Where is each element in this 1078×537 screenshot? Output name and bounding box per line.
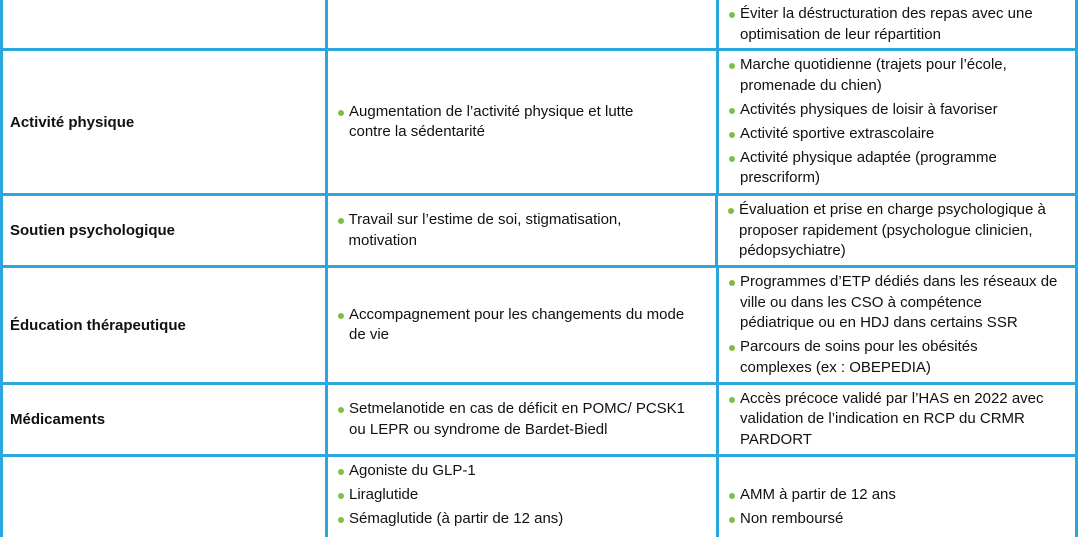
- objectives-cell: [328, 196, 718, 265]
- objectives-cell: [328, 51, 719, 193]
- row-label-cell: [3, 457, 328, 537]
- list-item: Activité sportive extrascolaire: [728, 124, 1050, 145]
- list-item: Agoniste du GLP-1: [337, 461, 563, 482]
- measures-cell: [719, 457, 1075, 537]
- objectives-cell: [328, 268, 719, 382]
- list-item: Parcours de soins pour les obésités complexes (ex : OBEPEDIA): [728, 337, 1030, 378]
- table-row: [0, 457, 1078, 537]
- table-row: [0, 385, 1078, 454]
- measures-list: [728, 272, 1060, 378]
- objectives-list: [337, 305, 689, 346]
- table-row: [0, 196, 1078, 265]
- row-label-cell: [3, 0, 328, 48]
- table-row: [0, 0, 1078, 48]
- list-item: Travail sur l’estime de soi, stigmatisation, motivation: [337, 210, 679, 251]
- measures-list: [728, 389, 1060, 451]
- measures-list: [728, 4, 1050, 45]
- measures-list: [728, 55, 1050, 189]
- objectives-list: [337, 399, 694, 440]
- measures-cell: [719, 385, 1075, 454]
- list-item: Setmelanotide en cas de déficit en POMC/ PCSK1 ou LEPR ou syndrome de Bardet-Biedl: [337, 399, 694, 440]
- row-label: Activité physique: [10, 113, 135, 131]
- list-item: Augmentation de l’activité physique et lutte contre la sédentarité: [337, 102, 679, 143]
- row-label-cell: [3, 385, 328, 454]
- measures-cell: [719, 51, 1075, 193]
- measures-list: [728, 485, 896, 530]
- list-item: Activités physiques de loisir à favoriser: [728, 100, 1050, 121]
- objectives-list: [337, 461, 563, 530]
- list-item: Accès précoce validé par l’HAS en 2022 avec validation de l’indication en RCP du CRMR PARDORT: [728, 389, 1060, 451]
- list-item: Non remboursé: [728, 509, 896, 530]
- objectives-list: [337, 210, 679, 251]
- list-item: Évaluation et prise en charge psychologique à proposer rapidement (psychologue clinicien, pédopsychiatre): [727, 200, 1069, 262]
- objectives-cell: [328, 385, 719, 454]
- list-item: Sémaglutide (à partir de 12 ans): [337, 509, 563, 530]
- list-item: Liraglutide: [337, 485, 563, 506]
- list-item: Activité physique adaptée (programme prescriform): [728, 148, 1050, 189]
- objectives-cell: [328, 457, 719, 537]
- row-label: Éducation thérapeutique: [10, 316, 186, 334]
- table-row: [0, 268, 1078, 382]
- measures-cell: [718, 196, 1075, 265]
- measures-cell: [719, 268, 1075, 382]
- list-item: AMM à partir de 12 ans: [728, 485, 896, 506]
- list-item: Programmes d’ETP dédiés dans les réseaux de ville ou dans les CSO à compétence pédiatrique ou en HDJ dans certains SSR: [728, 272, 1060, 334]
- measures-cell: [719, 0, 1075, 48]
- row-label: Médicaments: [10, 411, 106, 428]
- table-row: [0, 51, 1078, 193]
- row-label-cell: [3, 268, 328, 382]
- row-label-cell: [3, 51, 328, 193]
- measures-list: [727, 200, 1069, 262]
- objectives-list: [337, 102, 679, 143]
- row-label: Soutien psychologique: [10, 222, 176, 239]
- list-item: Marche quotidienne (trajets pour l’école, promenade du chien): [728, 55, 1050, 96]
- row-label-cell: [3, 196, 328, 265]
- objectives-cell: [328, 0, 719, 48]
- list-item: Éviter la déstructuration des repas avec une optimisation de leur répartition: [728, 4, 1050, 45]
- list-item: Accompagnement pour les changements du mode de vie: [337, 305, 689, 346]
